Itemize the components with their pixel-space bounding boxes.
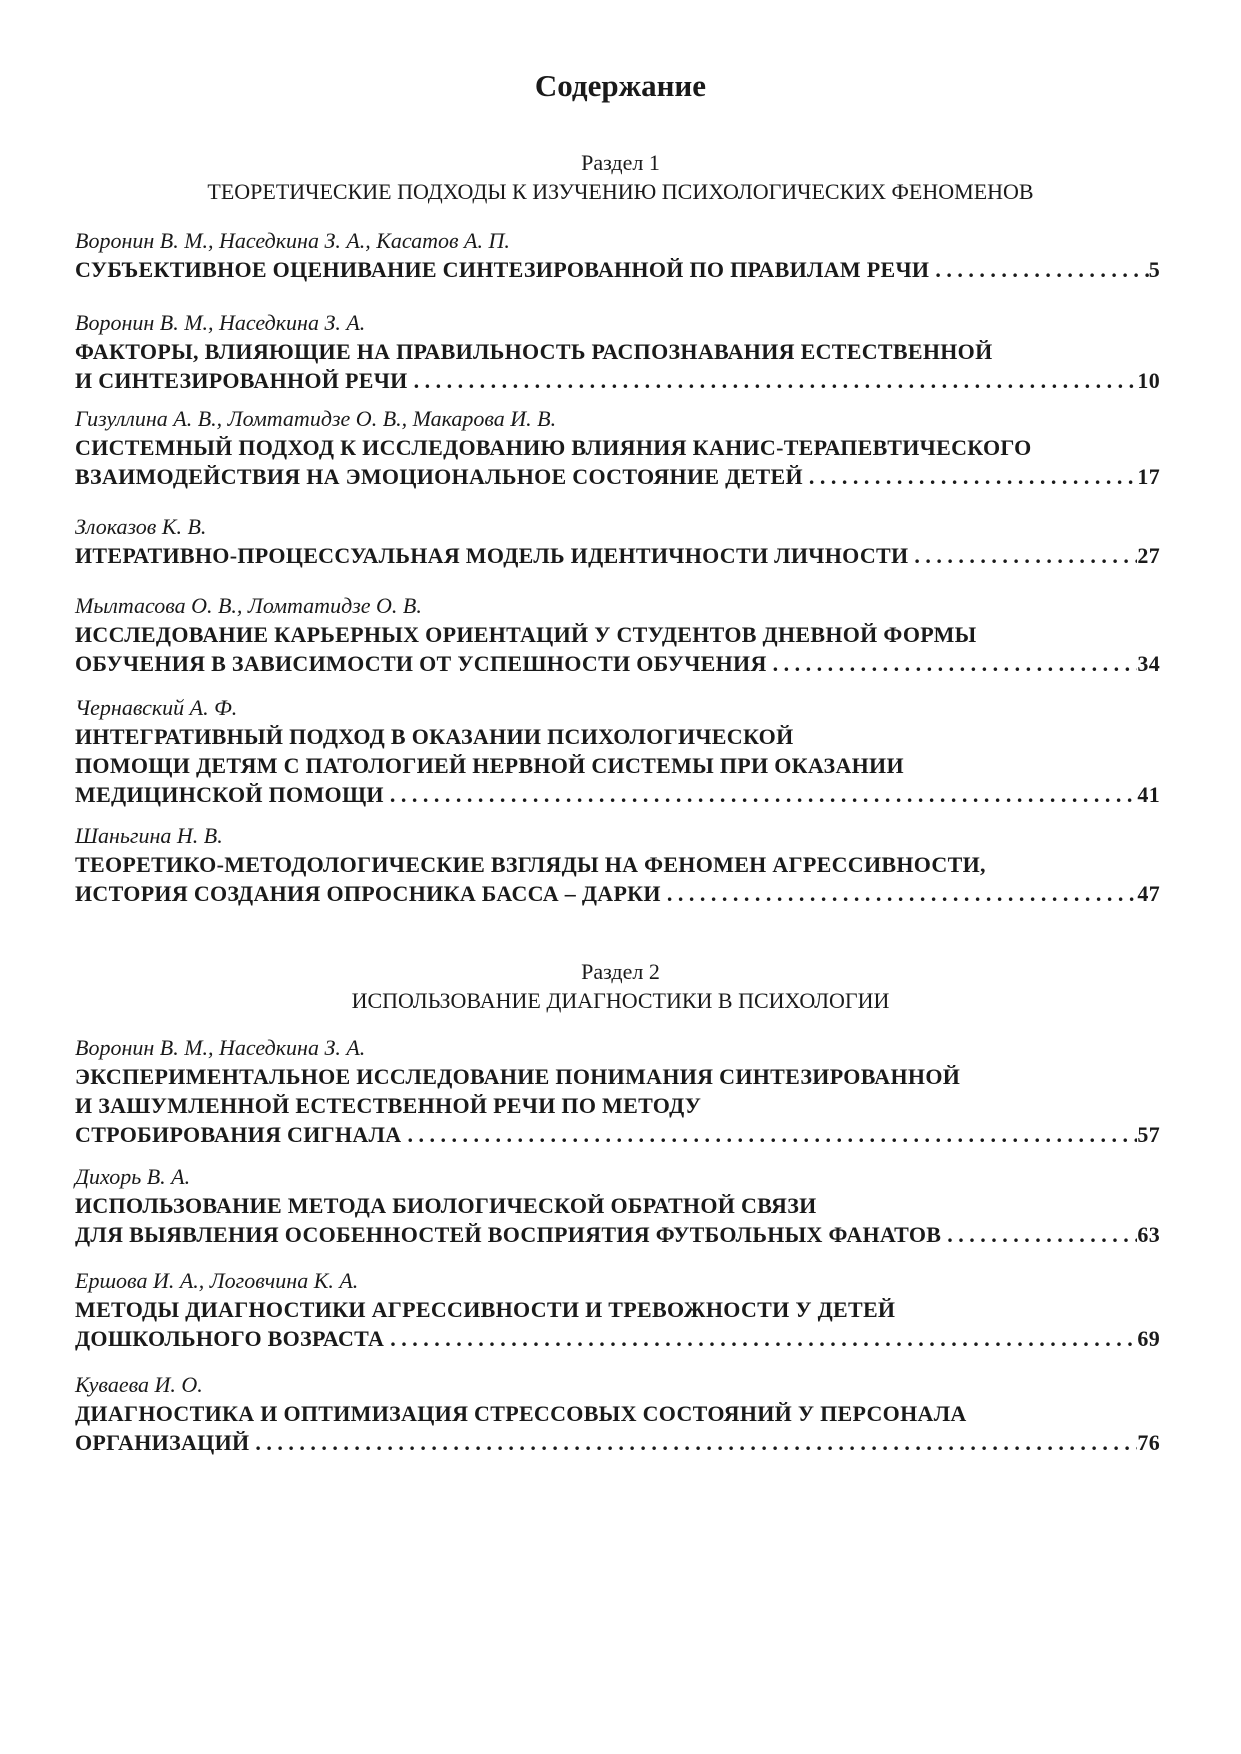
toc-entry[interactable] [75,1162,1160,1249]
entry-page-number: 41 [1137,782,1160,807]
entry-title-line: ТЕОРЕТИКО-МЕТОДОЛОГИЧЕСКИЕ ВЗГЛЯДЫ НА ФЕНОМЕН АГРЕССИВНОСТИ, [75,852,986,877]
toc-entry[interactable] [75,226,1160,284]
leader-dots [384,780,1138,809]
entry-authors: Дихорь В. А. [75,1164,191,1189]
entry-page-number: 69 [1137,1326,1160,1351]
entry-page-number: 63 [1137,1222,1160,1247]
entry-title-line: ИСПОЛЬЗОВАНИЕ МЕТОДА БИОЛОГИЧЕСКОЙ ОБРАТНОЙ СВЯЗИ [75,1193,817,1218]
entry-title-line: СИСТЕМНЫЙ ПОДХОД К ИССЛЕДОВАНИЮ ВЛИЯНИЯ КАНИС-ТЕРАПЕВТИЧЕСКОГО [75,435,1032,460]
entry-title-line: ВЗАИМОДЕЙСТВИЯ НА ЭМОЦИОНАЛЬНОЕ СОСТОЯНИЕ ДЕТЕЙ [75,464,803,489]
entry-title-line: ДЛЯ ВЫЯВЛЕНИЯ ОСОБЕННОСТЕЙ ВОСПРИЯТИЯ ФУТБОЛЬНЫХ ФАНАТОВ [75,1222,942,1247]
entry-page-number: 10 [1137,368,1160,393]
leader-dots [941,1220,1137,1249]
entry-title-line: И ЗАШУМЛЕННОЙ ЕСТЕСТВЕННОЙ РЕЧИ ПО МЕТОДУ [75,1093,702,1118]
entry-title-line: ДОШКОЛЬНОГО ВОЗРАСТА [75,1326,385,1351]
toc-entry[interactable] [75,1266,1160,1353]
entry-page-number: 47 [1137,881,1160,906]
leader-dots [408,366,1138,395]
entry-authors: Чернавский А. Ф. [75,695,238,720]
leader-dots [384,1324,1137,1353]
leader-dots [929,255,1148,284]
section-2-header [0,957,1241,1015]
toc-entry[interactable] [75,693,1160,809]
toc-entry[interactable] [75,404,1160,491]
entry-authors: Воронин В. М., Наседкина З. А. [75,310,366,335]
entry-authors: Шаньгина Н. В. [75,823,223,848]
entry-title-line: ПОМОЩИ ДЕТЯМ С ПАТОЛОГИЕЙ НЕРВНОЙ СИСТЕМЫ ПРИ ОКАЗАНИИ [75,753,904,778]
entry-title-line: ОРГАНИЗАЦИЙ [75,1430,250,1455]
entry-title-line: ИССЛЕДОВАНИЕ КАРЬЕРНЫХ ОРИЕНТАЦИЙ У СТУДЕНТОВ ДНЕВНОЙ ФОРМЫ [75,622,977,647]
entry-title-line: ЭКСПЕРИМЕНТАЛЬНОЕ ИССЛЕДОВАНИЕ ПОНИМАНИЯ СИНТЕЗИРОВАННОЙ [75,1064,961,1089]
entry-title-line: ДИАГНОСТИКА И ОПТИМИЗАЦИЯ СТРЕССОВЫХ СОСТОЯНИЙ У ПЕРСОНАЛА [75,1401,967,1426]
leader-dots [908,541,1137,570]
entry-title-line: МЕДИЦИНСКОЙ ПОМОЩИ [75,782,384,807]
leader-dots [767,649,1138,678]
section-1-header [0,148,1241,206]
entry-page-number: 57 [1137,1122,1160,1147]
entry-title-line: ИТЕРАТИВНО-ПРОЦЕССУАЛЬНАЯ МОДЕЛЬ ИДЕНТИЧНОСТИ ЛИЧНОСТИ [75,543,909,568]
toc-entry[interactable] [75,1370,1160,1457]
entry-page-number: 17 [1137,464,1160,489]
section-label: Раздел 1 [581,150,660,175]
leader-dots [401,1120,1137,1149]
entry-page-number: 27 [1137,543,1160,568]
toc-entry[interactable] [75,591,1160,678]
toc-entry[interactable] [75,308,1160,395]
entry-authors: Гизуллина А. В., Ломтатидзе О. В., Макарова И. В. [75,406,557,431]
entry-page-number: 34 [1137,651,1160,676]
toc-entry[interactable] [75,1033,1160,1149]
entry-page-number: 76 [1137,1430,1160,1455]
leader-dots [249,1428,1137,1457]
toc-entry[interactable] [75,821,1160,908]
entry-title-line: ФАКТОРЫ, ВЛИЯЮЩИЕ НА ПРАВИЛЬНОСТЬ РАСПОЗНАВАНИЯ ЕСТЕСТВЕННОЙ [75,339,993,364]
entry-authors: Воронин В. М., Наседкина З. А. [75,1035,366,1060]
entry-title-line: ИСТОРИЯ СОЗДАНИЯ ОПРОСНИКА БАССА – ДАРКИ [75,881,661,906]
entry-title-line: МЕТОДЫ ДИАГНОСТИКИ АГРЕССИВНОСТИ И ТРЕВОЖНОСТИ У ДЕТЕЙ [75,1297,896,1322]
entry-title-line: И СИНТЕЗИРОВАННОЙ РЕЧИ [75,368,408,393]
entry-title-line: СУБЪЕКТИВНОЕ ОЦЕНИВАНИЕ СИНТЕЗИРОВАННОЙ ПО ПРАВИЛАМ РЕЧИ [75,257,930,282]
entry-authors: Мылтасова О. В., Ломтатидзе О. В. [75,593,422,618]
toc-entry[interactable] [75,512,1160,570]
section-label: Раздел 2 [581,959,660,984]
leader-dots [803,462,1137,491]
leader-dots [661,879,1138,908]
entry-title-line: СТРОБИРОВАНИЯ СИГНАЛА [75,1122,402,1147]
entry-title-line: ИНТЕГРАТИВНЫЙ ПОДХОД В ОКАЗАНИИ ПСИХОЛОГИЧЕСКОЙ [75,724,794,749]
entry-authors: Злоказов К. В. [75,514,207,539]
entry-page-number: 5 [1148,257,1160,282]
entry-authors: Ершова И. А., Логовчина К. А. [75,1268,359,1293]
section-heading: ИСПОЛЬЗОВАНИЕ ДИАГНОСТИКИ В ПСИХОЛОГИИ [351,988,890,1013]
entry-title-line: ОБУЧЕНИЯ В ЗАВИСИМОСТИ ОТ УСПЕШНОСТИ ОБУЧЕНИЯ [75,651,767,676]
section-heading: ТЕОРЕТИЧЕСКИЕ ПОДХОДЫ К ИЗУЧЕНИЮ ПСИХОЛОГИЧЕСКИХ ФЕНОМЕНОВ [207,179,1034,204]
entry-authors: Куваева И. О. [75,1372,203,1397]
entry-authors: Воронин В. М., Наседкина З. А., Касатов А. П. [75,228,510,253]
page-title: Содержание [534,68,707,103]
